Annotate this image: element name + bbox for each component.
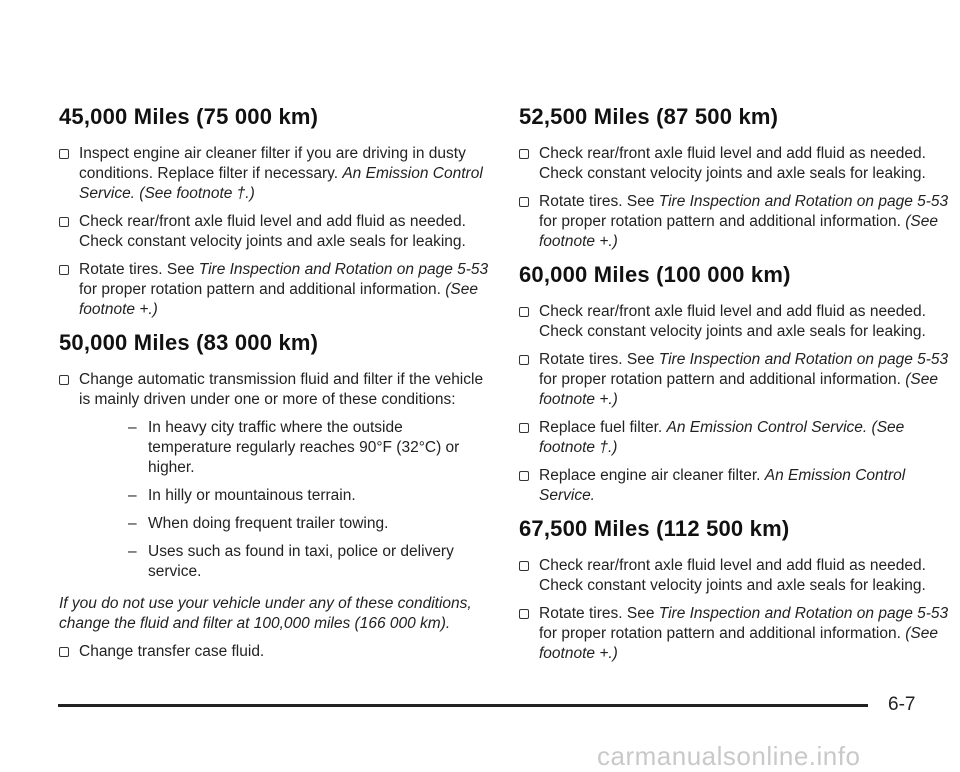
sub-item: – Uses such as found in taxi, police or delivery service. <box>128 543 454 580</box>
list-item: Check rear/front axle fluid level and add fluid as needed. Check constant velocity joints and axle seals for leaking. <box>59 212 489 252</box>
dash-icon: – <box>128 487 137 504</box>
cross-reference: Tire Inspection and Rotation on page 5-53 <box>658 193 949 210</box>
list-item: Change automatic transmission fluid and filter if the vehicle is mainly driven under one or more of these conditions: <box>59 370 489 410</box>
dash-icon: – <box>128 543 137 560</box>
cross-reference: Tire Inspection and Rotation on page 5-53 <box>658 351 949 368</box>
checkbox-icon <box>59 647 69 657</box>
list-item: Rotate tires. See Tire Inspection and Rotation on page 5-53 for proper rotation pattern and additional information. (See footnote +.) <box>59 260 489 320</box>
section-heading: 67,500 Miles (112 500 km) <box>519 516 790 541</box>
list-item: Rotate tires. See Tire Inspection and Rotation on page 5-53 for proper rotation pattern and additional information. (See footnote +.) <box>519 604 949 664</box>
cross-reference: Tire Inspection and Rotation on page 5-53 <box>658 605 949 622</box>
section-60000 <box>519 262 949 506</box>
dash-icon: – <box>128 419 137 436</box>
checkbox-icon <box>59 375 69 385</box>
list-item: Rotate tires. See Tire Inspection and Rotation on page 5-53 for proper rotation pattern and additional information. (See footnote +.) <box>519 192 949 252</box>
list-item: Change transfer case fluid. <box>59 642 489 662</box>
section-heading: 50,000 Miles (83 000 km) <box>59 330 319 355</box>
list-item: Replace fuel filter. An Emission Control Service. (See footnote †.) <box>519 418 949 458</box>
section-heading: 60,000 Miles (100 000 km) <box>519 262 791 287</box>
cross-reference: Tire Inspection and Rotation on page 5-53 <box>198 261 489 278</box>
conditions-note: If you do not use your vehicle under any of these conditions, change the fluid and filter at 100,000 miles (166 000 km). <box>59 595 472 632</box>
checkbox-icon <box>519 609 529 619</box>
list-item: Replace engine air cleaner filter. An Emission Control Service. <box>519 466 949 506</box>
watermark: carmanualsonline.info <box>597 741 861 771</box>
sub-item: – When doing frequent trailer towing. <box>128 515 389 532</box>
checkbox-icon <box>59 265 69 275</box>
checkbox-icon <box>519 149 529 159</box>
list-item: Rotate tires. See Tire Inspection and Rotation on page 5-53 for proper rotation pattern and additional information. (See footnote +.) <box>519 350 949 410</box>
list-item: Check rear/front axle fluid level and add fluid as needed. Check constant velocity joints and axle seals for leaking. <box>519 556 949 596</box>
section-45000 <box>59 104 489 320</box>
sub-item: – In hilly or mountainous terrain. <box>128 487 356 504</box>
checkbox-icon <box>519 561 529 571</box>
checkbox-icon <box>59 217 69 227</box>
section-67500 <box>519 516 949 664</box>
list-item: Inspect engine air cleaner filter if you are driving in dusty conditions. Replace filter if necessary. An Emission Control Service. (See footnote †.) <box>59 144 489 204</box>
page-number: 6-7 <box>888 694 916 715</box>
list-item: Check rear/front axle fluid level and add fluid as needed. Check constant velocity joints and axle seals for leaking. <box>519 144 949 184</box>
checkbox-icon <box>59 149 69 159</box>
checkbox-icon <box>519 471 529 481</box>
right-column <box>519 104 949 674</box>
checkbox-icon <box>519 307 529 317</box>
checkbox-icon <box>519 197 529 207</box>
sub-item: – In heavy city traffic where the outside temperature regularly reaches 90°F (32°C) or higher. <box>128 419 460 476</box>
section-heading: 45,000 Miles (75 000 km) <box>59 104 319 129</box>
dash-icon: – <box>128 515 137 532</box>
checkbox-icon <box>519 423 529 433</box>
checkbox-icon <box>519 355 529 365</box>
left-column <box>59 104 489 672</box>
footer-rule <box>58 704 868 707</box>
section-50000 <box>59 330 489 662</box>
section-heading: 52,500 Miles (87 500 km) <box>519 104 779 129</box>
section-52500 <box>519 104 949 252</box>
list-item: Check rear/front axle fluid level and add fluid as needed. Check constant velocity joints and axle seals for leaking. <box>519 302 949 342</box>
